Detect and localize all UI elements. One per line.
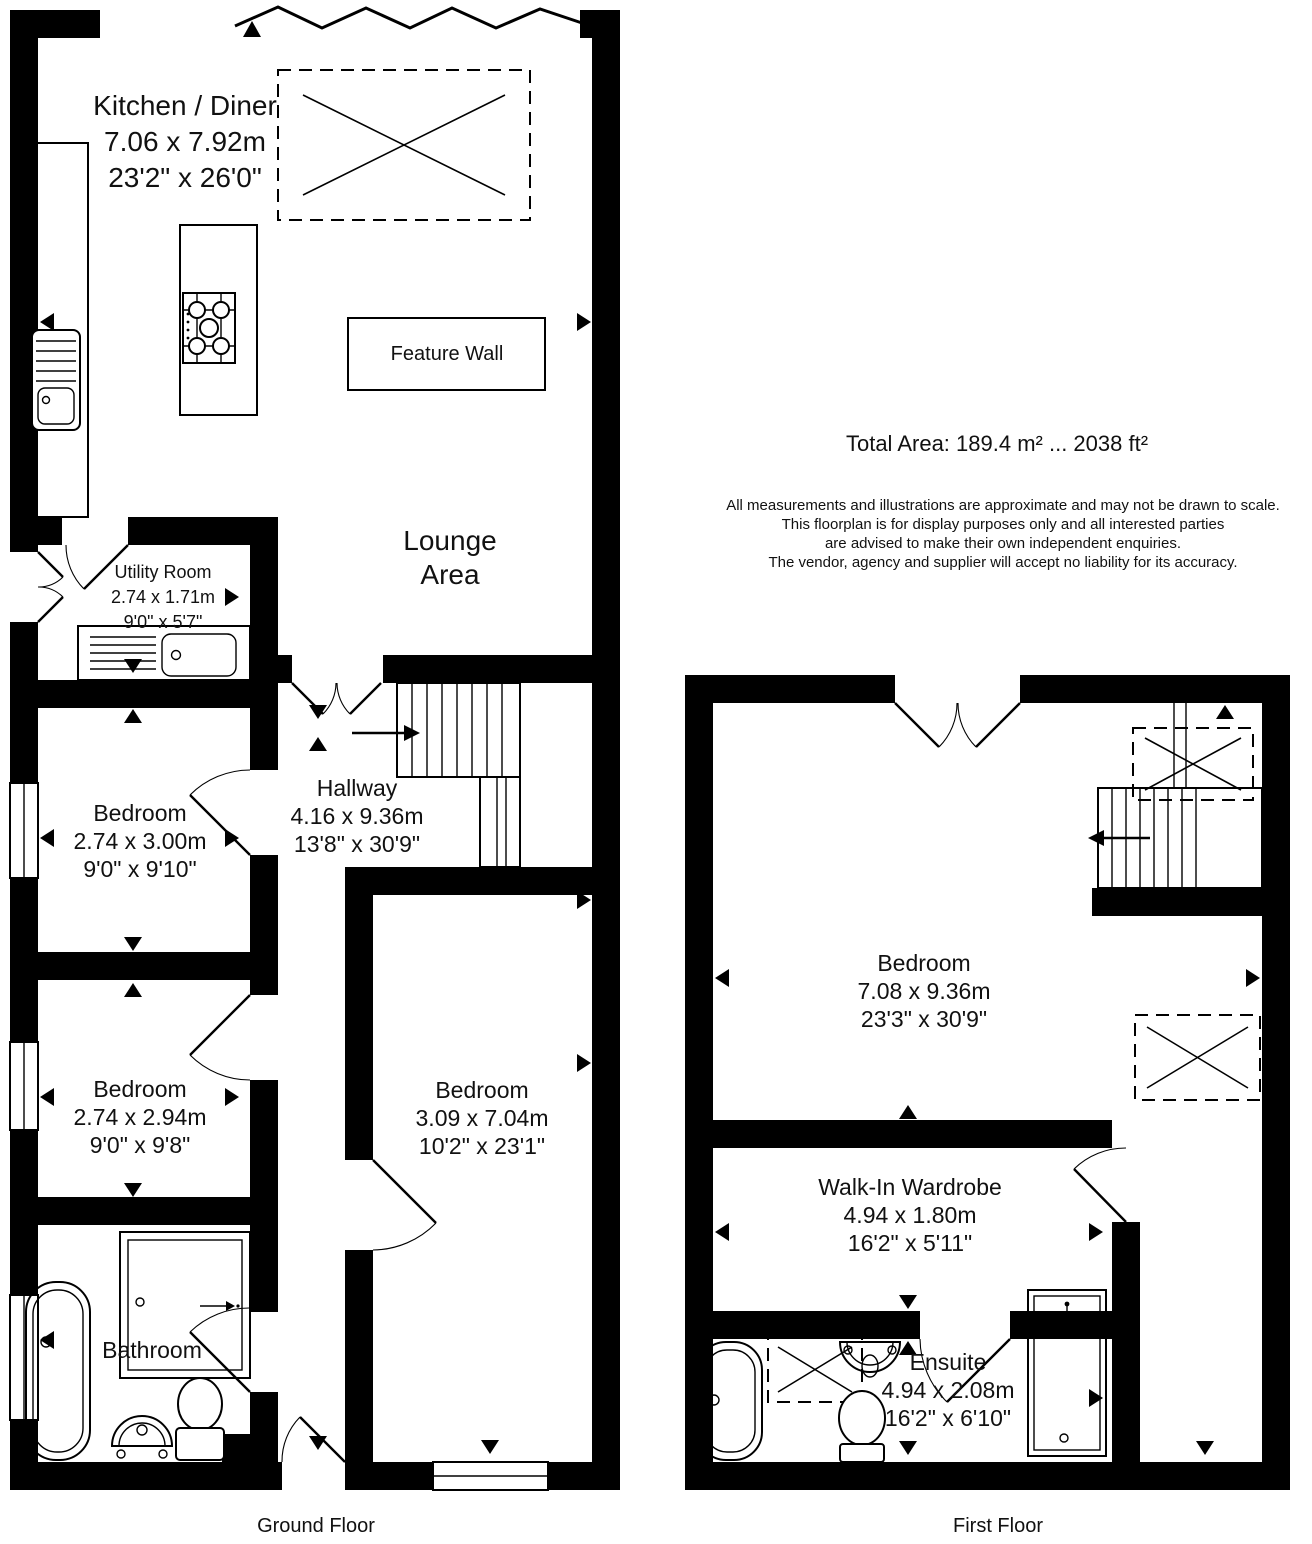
open-boundary-zigzag bbox=[235, 7, 585, 28]
skylight-icon bbox=[1135, 1015, 1260, 1100]
room-size-imperial: 9'0" x 9'10" bbox=[83, 856, 197, 882]
first-floor-stairs bbox=[1088, 703, 1262, 888]
room-name: Kitchen / Diner bbox=[93, 90, 277, 121]
room-name: Ensuite bbox=[909, 1349, 987, 1375]
room-size-imperial: 23'3" x 30'9" bbox=[860, 1006, 988, 1032]
room-label-utility bbox=[111, 560, 215, 635]
first-floor-caption: First Floor bbox=[953, 1515, 1043, 1537]
disclaimer-text bbox=[726, 496, 1280, 572]
room-size-imperial: 9'0" x 5'7" bbox=[123, 612, 203, 632]
room-name: Bedroom bbox=[877, 950, 971, 976]
skylight-icon bbox=[1133, 728, 1253, 800]
room-size-imperial: 16'2" x 5'11" bbox=[847, 1230, 973, 1256]
kitchen-island bbox=[180, 225, 257, 415]
first-measure-arrows bbox=[715, 705, 1260, 1455]
ground-measure-arrows bbox=[40, 21, 591, 1454]
room-size-metric: 7.06 x 7.92m bbox=[104, 126, 266, 157]
room-label-bedroom1 bbox=[74, 799, 207, 883]
room-size-imperial: 16'2" x 6'10" bbox=[884, 1405, 1012, 1431]
skylight-icon bbox=[278, 70, 530, 220]
room-label-kitchen-diner bbox=[93, 88, 277, 196]
room-label-ff-bedroom bbox=[858, 949, 991, 1033]
room-name: Utility Room bbox=[114, 562, 212, 582]
room-size-metric: 4.94 x 1.80m bbox=[843, 1202, 977, 1228]
toilet-icon bbox=[176, 1378, 224, 1460]
total-area-text: Total Area: 189.4 m² ... 2038 ft² bbox=[845, 431, 1149, 456]
hob-icon bbox=[183, 293, 235, 363]
stairs-down-arrow-icon bbox=[1088, 830, 1104, 846]
room-label-hallway bbox=[291, 774, 424, 858]
disclaimer-line: This floorplan is for display purposes only and all interested parties bbox=[781, 516, 1225, 533]
room-size-metric: 4.94 x 2.08m bbox=[881, 1377, 1015, 1403]
disclaimer-line: All measurements and illustrations are approximate and may not be drawn to scale. bbox=[726, 497, 1280, 514]
room-label-lounge: Lounge Area bbox=[403, 525, 497, 590]
room-name: Bedroom bbox=[93, 1076, 187, 1102]
room-label-bedroom2 bbox=[74, 1075, 207, 1159]
ground-floor-plan bbox=[10, 7, 620, 1490]
sink-icon bbox=[112, 1416, 172, 1458]
room-size-metric: 3.09 x 7.04m bbox=[415, 1105, 549, 1131]
room-name: Bedroom bbox=[435, 1077, 529, 1103]
room-name: Walk-In Wardrobe bbox=[818, 1174, 1002, 1200]
room-name: Bedroom bbox=[93, 800, 187, 826]
room-size-imperial: 9'0" x 9'8" bbox=[89, 1132, 191, 1158]
room-size-metric: 7.08 x 9.36m bbox=[857, 978, 991, 1004]
room-label-ensuite bbox=[882, 1348, 1015, 1432]
toilet-icon bbox=[839, 1391, 885, 1462]
room-size-imperial: 23'2" x 26'0" bbox=[108, 162, 262, 193]
feature-wall-label: Feature Wall bbox=[390, 343, 504, 365]
room-label-bedroom3 bbox=[416, 1076, 549, 1160]
room-size-metric: 2.74 x 2.94m bbox=[73, 1104, 207, 1130]
room-size-metric: 4.16 x 9.36m bbox=[290, 803, 424, 829]
disclaimer-line: are advised to make their own independent enquiries. bbox=[824, 535, 1182, 552]
room-size-imperial: 13'8" x 30'9" bbox=[293, 831, 421, 857]
room-label-bathroom: Bathroom bbox=[102, 1337, 202, 1363]
room-label-wardrobe bbox=[818, 1173, 1002, 1257]
room-name: Hallway bbox=[316, 775, 398, 801]
room-size-imperial: 10'2" x 23'1" bbox=[418, 1133, 546, 1159]
first-floor-doors bbox=[895, 703, 1126, 1402]
ground-floor-caption: Ground Floor bbox=[257, 1515, 375, 1537]
room-size-metric: 2.74 x 1.71m bbox=[110, 587, 216, 607]
room-size-metric: 2.74 x 3.00m bbox=[73, 828, 207, 854]
disclaimer-line: The vendor, agency and supplier will accept no liability for its accuracy. bbox=[768, 554, 1238, 571]
